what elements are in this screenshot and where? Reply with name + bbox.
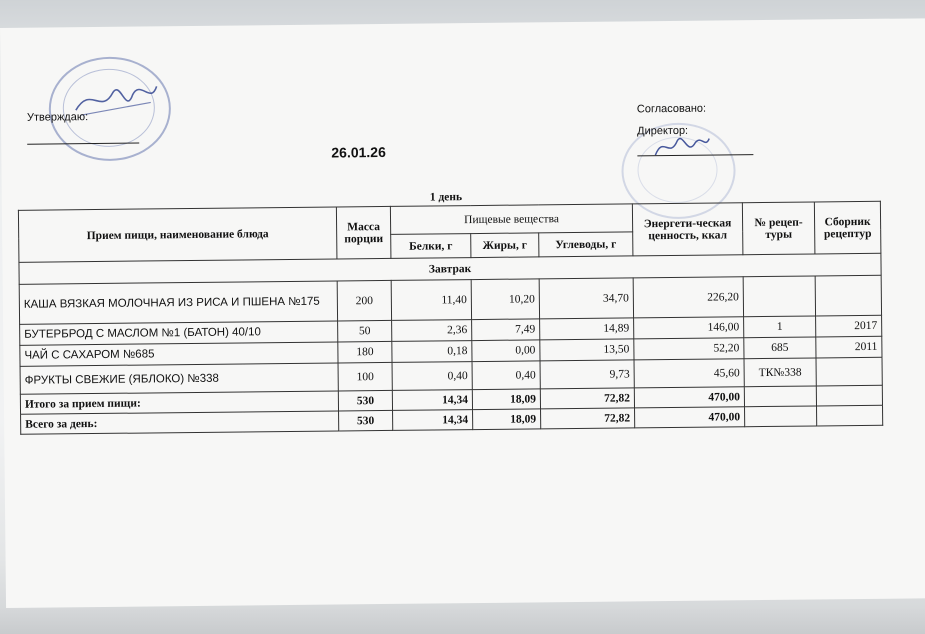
dish-fat: 10,20 xyxy=(471,279,539,320)
meal-total-empty-cell xyxy=(816,385,882,406)
dish-protein: 0,40 xyxy=(392,362,472,391)
dish-mass: 100 xyxy=(338,362,392,391)
meal-total-mass: 530 xyxy=(338,390,392,411)
day-total-protein: 14,34 xyxy=(393,410,473,431)
dish-name: ЧАЙ С САХАРОМ №685 xyxy=(20,342,338,366)
day-total-fat: 18,09 xyxy=(473,409,541,430)
day-caption: 1 день xyxy=(429,191,463,204)
header-protein: Белки, г xyxy=(391,234,471,259)
header-meal: Прием пищи, наименование блюда xyxy=(18,207,337,262)
dish-recipe: 1 xyxy=(744,316,816,338)
dish-recipe xyxy=(743,276,815,317)
dish-recipe: 685 xyxy=(744,337,816,359)
header-collection: Сборник рецептур xyxy=(814,201,881,254)
dish-carbs: 34,70 xyxy=(539,278,633,319)
meal-total-carbs: 72,82 xyxy=(540,388,634,409)
dish-protein: 2,36 xyxy=(392,320,472,342)
page-edge-shadow xyxy=(0,608,925,634)
dish-collection xyxy=(816,357,882,386)
dish-carbs: 9,73 xyxy=(540,360,634,389)
dish-energy: 146,00 xyxy=(634,317,744,339)
agreed-label: Согласовано: xyxy=(636,102,707,116)
dish-fat: 0,40 xyxy=(472,361,540,390)
header-recipe-no: № рецеп-туры xyxy=(742,202,815,255)
dish-mass: 50 xyxy=(338,320,392,342)
dish-collection: 2017 xyxy=(816,315,882,337)
meal-total-energy: 470,00 xyxy=(634,387,744,408)
day-total-energy: 470,00 xyxy=(635,407,745,428)
day-total-empty-cell xyxy=(745,406,817,427)
meal-total-empty-cell xyxy=(744,386,816,407)
director-label: Директор: xyxy=(637,124,689,138)
header-mass: Масса порции xyxy=(336,206,391,259)
day-total-empty-cell xyxy=(817,405,883,426)
menu-date: 26.01.26 xyxy=(331,143,386,161)
dish-name: КАША ВЯЗКАЯ МОЛОЧНАЯ ИЗ РИСА И ПШЕНА №175 xyxy=(19,281,337,324)
dish-carbs: 13,50 xyxy=(540,339,634,361)
header-nutrients: Пищевые вещества xyxy=(390,204,632,235)
dish-name: БУТЕРБРОД С МАСЛОМ №1 (БАТОН) 40/10 xyxy=(20,321,338,345)
dish-fat: 0,00 xyxy=(472,340,540,362)
dish-energy: 226,20 xyxy=(633,277,743,318)
meal-total-fat: 18,09 xyxy=(472,389,540,410)
dish-protein: 11,40 xyxy=(391,280,471,321)
dish-collection: 2011 xyxy=(816,336,882,358)
header-fat: Жиры, г xyxy=(471,233,539,258)
dish-recipe: ТК№338 xyxy=(744,358,816,387)
dish-carbs: 14,89 xyxy=(540,318,634,340)
menu-table xyxy=(18,201,883,435)
day-total-mass: 530 xyxy=(339,410,393,431)
dish-energy: 52,20 xyxy=(634,338,744,360)
dish-protein: 0,18 xyxy=(392,341,472,363)
day-total-carbs: 72,82 xyxy=(541,408,635,429)
dish-mass: 180 xyxy=(338,341,392,363)
dish-mass: 200 xyxy=(337,280,391,321)
meal-total-label: Итого за прием пищи: xyxy=(20,391,338,414)
dish-energy: 45,60 xyxy=(634,359,744,388)
header-energy: Энергети-ческая ценность, ккал xyxy=(632,203,743,256)
document-page xyxy=(0,18,925,608)
approve-label: Утверждаю: xyxy=(26,111,89,124)
section-breakfast: Завтрак xyxy=(19,253,881,284)
header-carbs: Углеводы, г xyxy=(539,232,633,257)
dish-collection xyxy=(815,275,881,316)
meal-total-protein: 14,34 xyxy=(392,390,472,411)
day-total-label: Всего за день: xyxy=(21,411,339,434)
dish-fat: 7,49 xyxy=(472,319,540,341)
dish-name: ФРУКТЫ СВЕЖИЕ (ЯБЛОКО) №338 xyxy=(20,363,338,394)
